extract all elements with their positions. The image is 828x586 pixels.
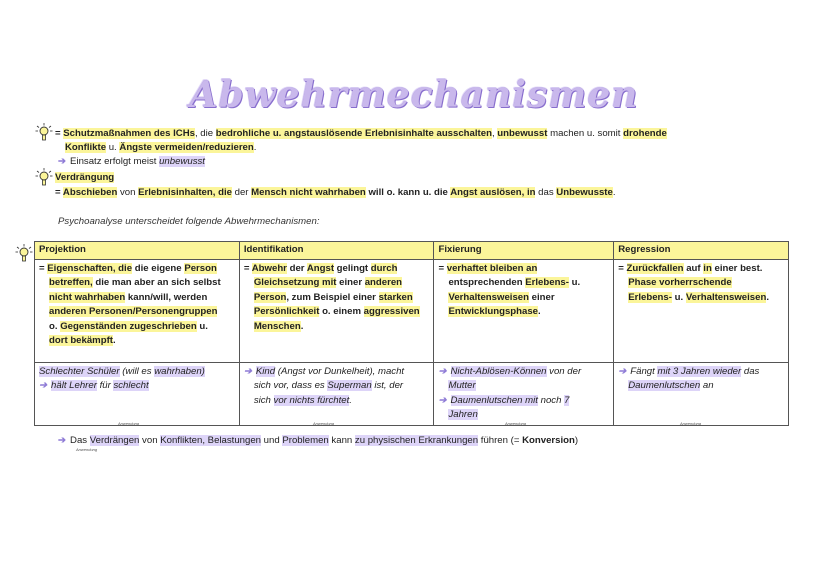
- arrow-right-icon: ➔: [39, 380, 48, 391]
- identifikation-definition: = Abwehr der Angst gelingt durch Gleichsetzung mit einer anderen Person, zum Beispiel einer starken Persönlichkeit o. einem aggressiven Menschen.: [239, 259, 434, 362]
- definition-line-3: ➔ Einsatz erfolgt meist unbewusst: [58, 156, 205, 167]
- fixierung-example: ➔ Nicht-Ablösen-Können von der Mutter ➔ Daumenlutschen mit noch 7 Jahren: [434, 362, 614, 425]
- header-fixierung: Fixierung: [434, 242, 614, 260]
- mechanisms-table: [34, 241, 789, 426]
- small-label: Anwendung: [505, 421, 527, 426]
- repression-line: = Abschieben von Erlebnisinhalten, die der Mensch nicht wahrhaben will o. kann u. die Angst auslösen, in das Unbewusste.: [55, 187, 616, 198]
- arrow-right-icon: ➔: [58, 435, 67, 446]
- identifikation-example: ➔ Kind (Angst vor Dunkelheit), macht sich vor, dass es Superman ist, der sich vor nichts fürchtet.: [239, 362, 434, 425]
- repression-heading: Verdrängung: [55, 172, 115, 183]
- lightbulb-icon: [34, 122, 54, 144]
- regression-example: ➔ Fängt mit 3 Jahren wieder das Daumenlutschen an: [614, 362, 789, 425]
- definition-line-2: Konflikte u. Ängste vermeiden/reduzieren.: [65, 142, 257, 153]
- table-header-row: [35, 242, 789, 260]
- definition-row: [35, 259, 789, 362]
- small-label: Anwendung: [118, 421, 140, 426]
- header-projektion: Projektion: [35, 242, 240, 260]
- arrow-right-icon: ➔: [58, 156, 67, 167]
- intro-text: Psychoanalyse unterscheidet folgende Abwehrmechanismen:: [58, 216, 320, 227]
- small-label: Anwendung: [313, 421, 335, 426]
- header-regression: Regression: [614, 242, 789, 260]
- lightbulb-icon: [34, 167, 54, 189]
- small-label: Anwendung: [76, 447, 98, 452]
- arrow-right-icon: ➔: [438, 365, 447, 377]
- arrow-right-icon: ➔: [618, 365, 627, 377]
- example-row: [35, 362, 789, 425]
- small-label: Anwendung: [680, 421, 702, 426]
- page-title: Abwehrmechanismen: [189, 74, 639, 116]
- footer-line: ➔ Das Verdrängen von Konflikten, Belastungen und Problemen kann zu physischen Erkrankungen führen (= Konversion): [58, 435, 579, 446]
- header-identifikation: Identifikation: [239, 242, 434, 260]
- lightbulb-icon: [14, 243, 34, 265]
- fixierung-definition: = verhaftet bleiben an entsprechenden Erlebens- u. Verhaltensweisen einer Entwicklungsphase.: [434, 259, 614, 362]
- regression-definition: = Zurückfallen auf in einer best. Phase vorherrschende Erlebens- u. Verhaltensweisen.: [614, 259, 789, 362]
- arrow-right-icon: ➔: [438, 394, 447, 406]
- projektion-definition: = Eigenschaften, die die eigene Person betreffen, die man aber an sich selbst nicht wahrhaben kann/will, werden anderen Personen/Personengruppen o. Gegenständen zugeschrieben u. dort bekämpft.: [35, 259, 240, 362]
- projektion-example: Schlechter Schüler (will es wahrhaben) ➔ hält Lehrer für schlecht: [35, 362, 240, 425]
- definition-line-1: = Schutzmaßnahmen des ICHs, die bedrohliche u. angstauslösende Erlebnisinhalte ausschalten, unbewusst machen u. somit drohende: [55, 128, 667, 139]
- arrow-right-icon: ➔: [243, 365, 252, 377]
